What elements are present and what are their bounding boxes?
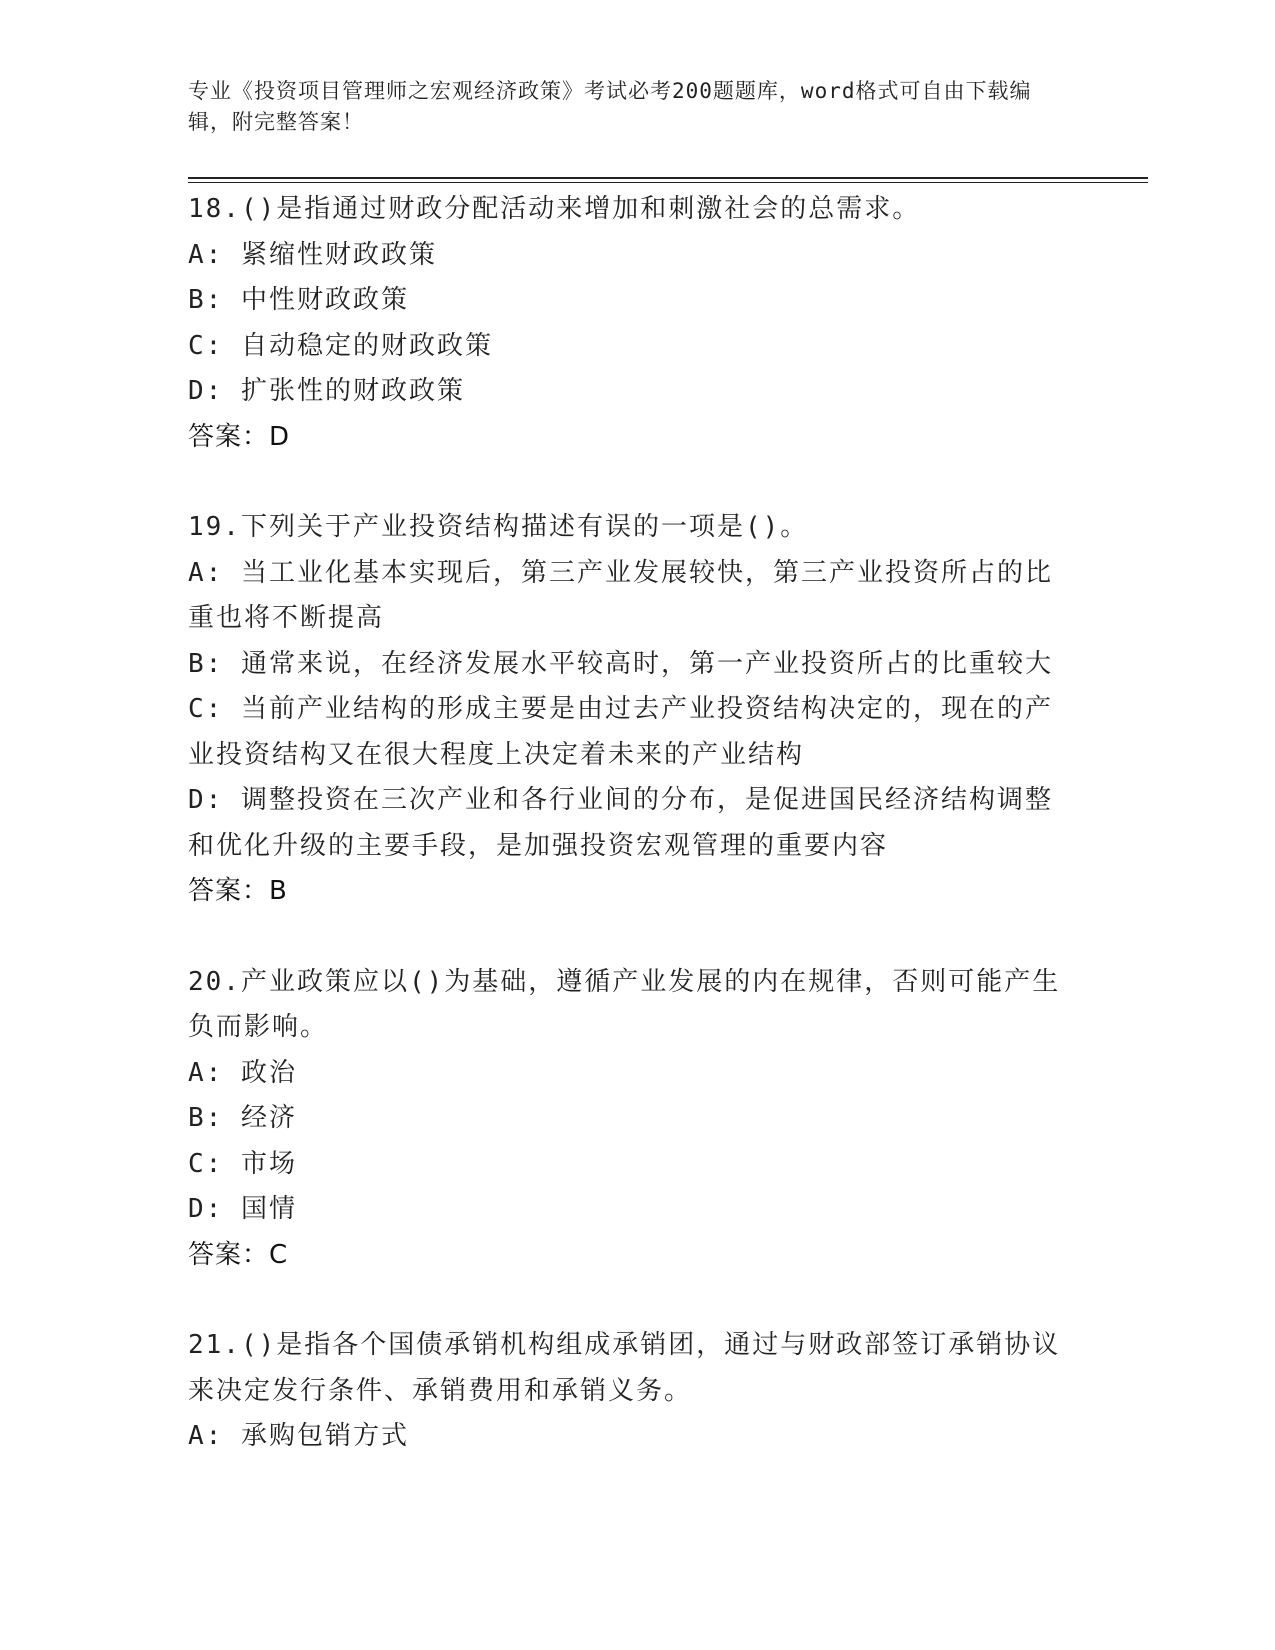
question-stem: 19.下列关于产业投资结构描述有误的一项是()。: [188, 512, 809, 542]
option-d: D: 扩张性的财政政策: [188, 376, 465, 406]
option-a: A: 当工业化基本实现后，第三产业发展较快，第三产业投资所占的比重也将不断提高: [188, 557, 1053, 633]
question-21: [188, 1323, 1078, 1460]
question-stem: 20.产业政策应以()为基础，遵循产业发展的内在规律，否则可能产生负而影响。: [188, 966, 1061, 1042]
option-a: A: 承购包销方式: [188, 1421, 409, 1451]
question-stem: 18.()是指通过财政分配活动来增加和刺激社会的总需求。: [188, 194, 921, 224]
option-b: B: 中性财政政策: [188, 285, 409, 315]
header-divider-thin: [188, 182, 1148, 183]
answer: 答案：B: [188, 876, 288, 906]
question-18: [188, 187, 1078, 460]
question-list: [188, 187, 1078, 1505]
document-intro: 专业《投资项目管理师之宏观经济政策》考试必考200题题库，word格式可自由下载编辑，附完整答案！: [188, 79, 1032, 134]
question-20: [188, 960, 1078, 1279]
question-stem: 21.()是指各个国债承销机构组成承销团，通过与财政部签订承销协议来决定发行条件、承销费用和承销义务。: [188, 1330, 1061, 1406]
option-b: B: 通常来说，在经济发展水平较高时，第一产业投资所占的比重较大: [188, 648, 1053, 679]
option-d: D: 调整投资在三次产业和各行业间的分布，是促进国民经济结构调整和优化升级的主要手段，是加强投资宏观管理的重要内容: [188, 785, 1053, 861]
answer: 答案：D: [188, 421, 291, 452]
option-a: A: 紧缩性财政政策: [188, 239, 437, 270]
option-d: D: 国情: [188, 1194, 297, 1224]
answer: 答案：C: [188, 1239, 289, 1270]
header-divider-thick: [188, 177, 1148, 179]
option-a: A: 政治: [188, 1057, 297, 1088]
question-19: [188, 505, 1078, 915]
option-c: C: 市场: [188, 1148, 297, 1179]
option-c: C: 自动稳定的财政政策: [188, 330, 493, 361]
option-c: C: 当前产业结构的形成主要是由过去产业投资结构决定的，现在的产业投资结构又在很大程度上决定着未来的产业结构: [188, 694, 1053, 770]
option-b: B: 经济: [188, 1103, 297, 1133]
